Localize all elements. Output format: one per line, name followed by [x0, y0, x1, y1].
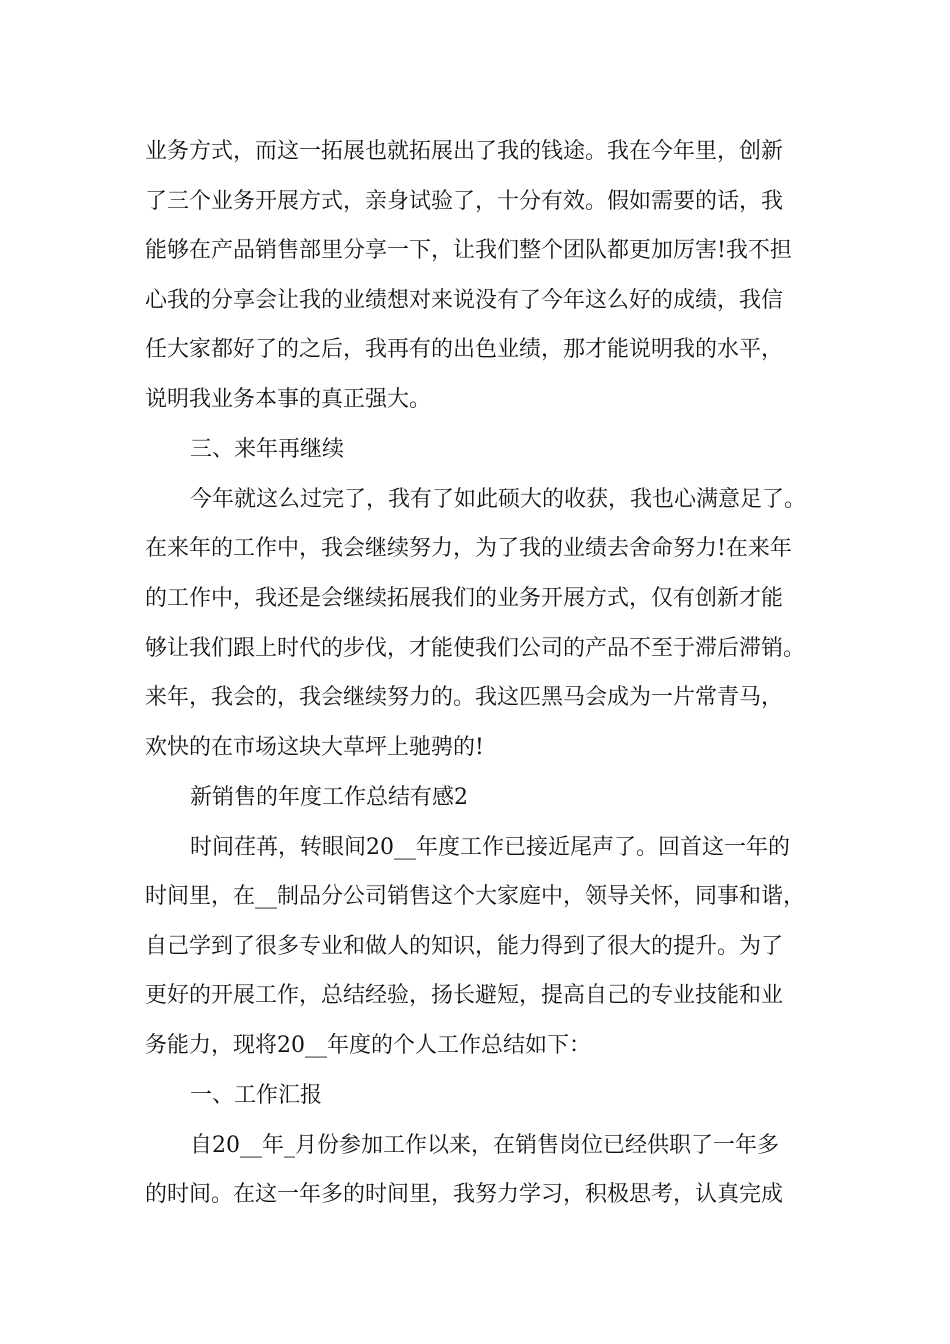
section-heading: 三、来年再继续	[190, 437, 345, 462]
document-title: 新销售的年度工作总结有感2	[190, 785, 468, 810]
text-line: 心我的分享会让我的业绩想对来说没有了今年这么好的成绩，我信	[145, 288, 784, 313]
text-line: 说明我业务本事的真正强大。	[145, 387, 432, 412]
text-line: 更好的开展工作，总结经验，扬长避短，提高自己的专业技能和业	[145, 983, 784, 1008]
text-line: 的工作中，我还是会继续拓展我们的业务开展方式，仅有创新才能	[145, 586, 784, 611]
text-line: 任大家都好了的之后，我再有的出色业绩，那才能说明我的水平，	[145, 337, 784, 362]
text-line: 够让我们跟上时代的步伐，才能使我们公司的产品不至于滞后滞销。	[145, 636, 806, 661]
text-line: 的时间。在这一年多的时间里，我努力学习，积极思考，认真完成	[145, 1182, 784, 1207]
text-line: 务能力，现将20__年度的个人工作总结如下：	[145, 1033, 591, 1058]
text-line: 时间里，在__制品分公司销售这个大家庭中，领导关怀，同事和谐，	[145, 884, 806, 909]
text-line: 时间荏苒，转眼间20__年度工作已接近尾声了。回首这一年的	[190, 835, 790, 860]
text-line: 欢快的在市场这块大草坪上驰骋的!	[145, 735, 484, 760]
section-heading: 一、工作汇报	[190, 1083, 323, 1108]
text-line: 来年，我会的，我会继续努力的。我这匹黑马会成为一片常青马，	[145, 685, 784, 710]
text-line: 自20__年_月份参加工作以来，在销售岗位已经供职了一年多	[190, 1133, 779, 1158]
text-line: 业务方式，而这一拓展也就拓展出了我的钱途。我在今年里，创新	[145, 139, 784, 164]
text-line: 自己学到了很多专业和做人的知识，能力得到了很大的提升。为了	[145, 934, 784, 959]
text-line: 能够在产品销售部里分享一下，让我们整个团队都更加厉害!我不担	[145, 238, 792, 263]
text-line: 在来年的工作中，我会继续努力，为了我的业绩去舍命努力!在来年	[145, 536, 792, 561]
text-line: 了三个业务开展方式，亲身试验了，十分有效。假如需要的话，我	[145, 189, 784, 214]
text-line: 今年就这么过完了，我有了如此硕大的收获，我也心满意足了。	[190, 487, 807, 512]
